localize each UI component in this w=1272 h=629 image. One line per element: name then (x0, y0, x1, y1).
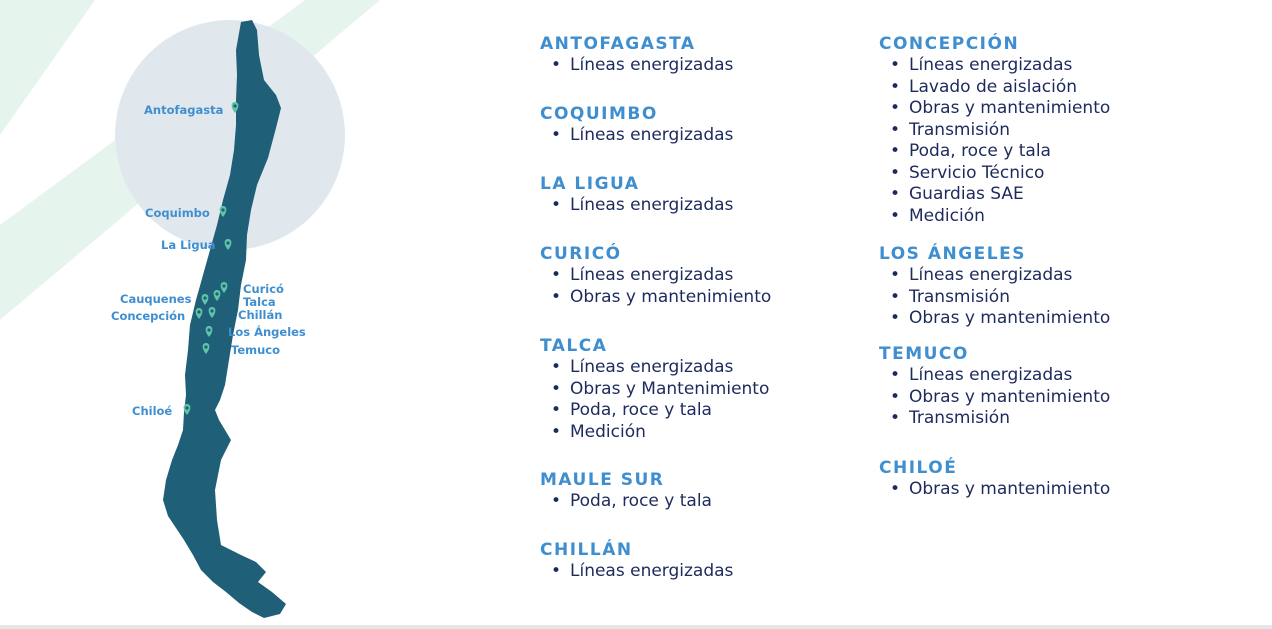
region-chillan (540, 539, 733, 583)
service-label: Obras y mantenimiento (570, 286, 772, 307)
service-item (540, 357, 769, 379)
region-talca (540, 335, 769, 443)
service-list (879, 55, 1110, 227)
service-item (540, 422, 769, 444)
service-label: Líneas energizadas (570, 357, 734, 377)
bullet-icon: • (890, 365, 901, 385)
bullet-icon: • (890, 205, 901, 226)
map-label-coquimbo: Coquimbo (145, 206, 210, 220)
service-list (540, 195, 733, 217)
region-title: TEMUCO (879, 344, 969, 364)
service-item (540, 400, 769, 422)
map-label-chillan: Chillán (238, 308, 283, 322)
region-concepcion (879, 33, 1110, 227)
bullet-icon: • (890, 162, 901, 183)
region-temuco (879, 343, 1110, 430)
service-item (879, 120, 1110, 142)
region-title: LOS ÁNGELES (879, 244, 1026, 264)
map-pin-dot (185, 406, 188, 409)
service-label: Obras y mantenimiento (909, 386, 1111, 407)
map-label-chiloe: Chiloé (132, 404, 173, 418)
service-list (540, 561, 733, 583)
map-pin-dot (226, 241, 229, 244)
service-label: Líneas energizadas (570, 55, 734, 75)
map-pin-dot (222, 284, 225, 287)
bullet-icon: • (890, 184, 901, 204)
service-item (540, 265, 771, 287)
service-item (540, 491, 712, 513)
map-pin-dot (204, 345, 207, 348)
service-label: Poda, roce y tala (909, 141, 1051, 161)
bullet-icon: • (551, 400, 562, 420)
bullet-icon: • (551, 421, 562, 442)
service-item (540, 55, 733, 77)
bullet-icon: • (551, 378, 562, 399)
bullet-icon: • (551, 561, 562, 581)
service-label: Obras y mantenimiento (909, 98, 1111, 118)
service-label: Líneas energizadas (909, 365, 1073, 385)
map-pin-dot (207, 328, 210, 331)
service-label: Poda, roce y tala (570, 400, 712, 420)
service-list (540, 491, 712, 513)
service-list (540, 55, 733, 77)
bullet-icon: • (890, 55, 901, 75)
service-list (879, 365, 1110, 430)
map-label-temuco: Temuco (231, 343, 281, 357)
service-label: Líneas energizadas (909, 265, 1073, 285)
service-item (879, 265, 1110, 287)
map-pin-dot (233, 104, 236, 107)
service-label: Medición (570, 421, 646, 442)
bullet-icon: • (551, 125, 562, 145)
map-label-cauquenes: Cauquenes (120, 292, 192, 306)
map-label-antofagasta: Antofagasta (144, 103, 224, 117)
map-label-talca: Talca (243, 295, 276, 309)
service-list (540, 357, 769, 443)
service-item (879, 308, 1110, 330)
bullet-icon: • (890, 386, 901, 407)
service-list (879, 479, 1110, 501)
map-label-curico: Curicó (243, 282, 284, 296)
region-la-ligua (540, 173, 733, 217)
service-label: Líneas energizadas (570, 265, 734, 285)
service-label: Transmisión (909, 286, 1010, 307)
bullet-icon: • (551, 357, 562, 377)
region-title: CHILLÁN (540, 540, 633, 560)
bullet-icon: • (551, 265, 562, 285)
bullet-icon: • (890, 119, 901, 140)
region-curico (540, 243, 771, 308)
region-title: TALCA (540, 336, 608, 356)
map-label-concepcion: Concepción (111, 309, 186, 323)
map-pin-dot (210, 309, 213, 312)
bullet-icon: • (890, 286, 901, 307)
service-label: Poda, roce y tala (570, 491, 712, 511)
map-label-los-angeles: Los Ángeles (228, 325, 306, 339)
service-list (879, 265, 1110, 330)
diagonal-band (0, 0, 95, 135)
service-item (540, 379, 769, 401)
region-maule-sur (540, 469, 712, 513)
service-label: Líneas energizadas (570, 125, 734, 145)
region-title: CHILOÉ (879, 458, 958, 478)
service-label: Obras y mantenimiento (909, 308, 1111, 328)
service-item (879, 184, 1110, 206)
service-label: Transmisión (909, 119, 1010, 140)
service-item (879, 287, 1110, 309)
region-title: ANTOFAGASTA (540, 34, 696, 54)
bullet-icon: • (890, 308, 901, 328)
region-title: CURICÓ (540, 244, 622, 264)
bullet-icon: • (890, 98, 901, 118)
region-coquimbo (540, 103, 733, 147)
service-item (879, 163, 1110, 185)
service-item (540, 561, 733, 583)
service-label: Servicio Técnico (909, 162, 1045, 183)
service-label: Medición (909, 205, 985, 226)
service-label: Guardias SAE (909, 184, 1024, 204)
bullet-icon: • (551, 286, 562, 307)
bullet-icon: • (890, 479, 901, 499)
service-label: Obras y Mantenimiento (570, 378, 770, 399)
map-pin-dot (215, 292, 218, 295)
service-list (540, 265, 771, 308)
region-title: MAULE SUR (540, 470, 665, 490)
service-list (540, 125, 733, 147)
service-item (879, 206, 1110, 228)
service-item (879, 408, 1110, 430)
service-item (879, 98, 1110, 120)
service-item (879, 77, 1110, 99)
region-chiloe (879, 457, 1110, 501)
region-title: COQUIMBO (540, 104, 658, 124)
bullet-icon: • (890, 408, 901, 428)
service-label: Transmisión (909, 408, 1010, 428)
service-label: Lavado de aislación (909, 76, 1077, 97)
service-label: Líneas energizadas (909, 55, 1073, 75)
region-title: LA LIGUA (540, 174, 640, 194)
service-label: Líneas energizadas (570, 561, 734, 581)
map-pin-dot (221, 208, 224, 211)
service-item (540, 125, 733, 147)
service-item (879, 387, 1110, 409)
region-antofagasta (540, 33, 733, 77)
service-item (879, 141, 1110, 163)
service-item (879, 365, 1110, 387)
region-title: CONCEPCIÓN (879, 34, 1020, 54)
service-label: Obras y mantenimiento (909, 479, 1111, 499)
service-item (879, 55, 1110, 77)
bullet-icon: • (551, 195, 562, 215)
region-los-angeles (879, 243, 1110, 330)
service-item (540, 287, 771, 309)
map-label-la-ligua: La Ligua (161, 238, 216, 252)
map-pin-dot (197, 310, 200, 313)
bullet-icon: • (890, 265, 901, 285)
bullet-icon: • (890, 76, 901, 97)
service-item (540, 195, 733, 217)
bullet-icon: • (551, 55, 562, 75)
map-pin-dot (203, 296, 206, 299)
service-label: Líneas energizadas (570, 195, 734, 215)
bullet-icon: • (551, 491, 562, 511)
service-item (879, 479, 1110, 501)
bullet-icon: • (890, 141, 901, 161)
